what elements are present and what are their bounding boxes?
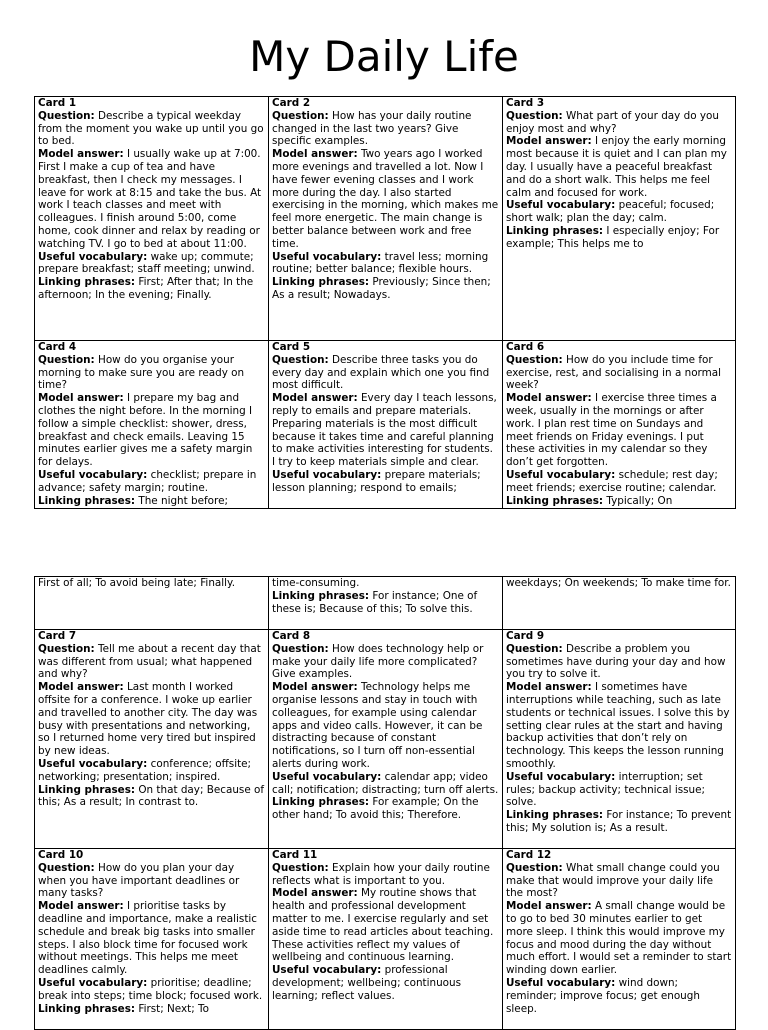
vocabulary-text: wind down; reminder; improve focus; get enough sleep. — [506, 976, 700, 1015]
table-row — [35, 849, 736, 1030]
question-text: How do you organise your morning to make sure you are ready on time? — [38, 353, 245, 392]
vocabulary-text: checklist; prepare in advance; safety margin; routine. — [38, 468, 257, 494]
linking-phrases-text: For instance; To prevent this; My solution is; As a result. — [506, 809, 732, 834]
cards-table-page-1 — [34, 96, 736, 509]
vocabulary-label: Useful vocabulary: — [272, 250, 382, 263]
cards-table-page-2 — [34, 576, 736, 1030]
card-cell — [503, 97, 736, 341]
model-answer-label: Model answer: — [506, 900, 592, 913]
question-label: Question: — [506, 109, 563, 122]
vocabulary-text-block — [506, 469, 732, 495]
question-label: Question: — [38, 642, 95, 655]
model-answer-text: Two years ago I worked more evenings and travelled a lot. Now I have fewer evening classes and I work more during the day. I also started exercising in the morning, which makes me feel more energetic. The main change is better balance between work and free time. — [272, 148, 499, 250]
model-answer-label: Model answer: — [272, 681, 358, 694]
linking-phrases-text-block — [38, 1003, 265, 1016]
model-answer-text: I prioritise tasks by deadline and importance, make a realistic schedule and break big tasks into smaller steps. I also block time for focused work without meetings. This helps me meet deadlines calmly. — [38, 900, 257, 977]
card-cell — [35, 630, 269, 849]
model-answer-label: Model answer: — [272, 887, 358, 900]
vocabulary-text-block — [506, 771, 732, 809]
card-heading: Card 5 — [272, 341, 311, 353]
card-heading: Card 11 — [272, 849, 318, 861]
model-answer-label: Model answer: — [506, 392, 592, 405]
linking-phrases-text: Typically; On — [606, 494, 673, 507]
table-row — [35, 97, 736, 341]
card-cell — [503, 577, 736, 630]
linking-phrases-text: On that day; Because of this; As a result; In contrast to. — [38, 783, 265, 809]
linking-phrases-text: Previously; Since then; As a result; Nowadays. — [272, 276, 491, 301]
vocabulary-text-block — [38, 758, 265, 784]
card-cell — [269, 577, 503, 630]
question-text-block — [506, 643, 732, 681]
question-text: Describe a typical weekday from the moment you wake up until you go to bed. — [38, 109, 264, 148]
linking-phrases-label: Linking phrases: — [38, 276, 136, 289]
question-text: Explain how your daily routine reflects what is important to you. — [272, 861, 490, 887]
question-text: Describe three tasks you do every day and explain which one you find most difficult. — [272, 353, 490, 392]
card-heading: Card 8 — [272, 630, 311, 642]
question-text: How has your daily routine changed in the last two years? Give specific examples. — [272, 109, 472, 148]
card-cell — [503, 849, 736, 1030]
card-cell — [35, 849, 269, 1030]
vocabulary-text-block — [272, 771, 499, 797]
question-label: Question: — [272, 861, 329, 874]
question-label: Question: — [506, 353, 563, 366]
vocabulary-text: professional development; wellbeing; continuous learning; reflect values. — [272, 964, 462, 1002]
linking-phrases-text-block — [272, 796, 499, 822]
question-text: How do you plan your day when you have important deadlines or many tasks? — [38, 861, 240, 900]
card-cell — [269, 341, 503, 509]
vocabulary-label: Useful vocabulary: — [506, 770, 616, 783]
model-answer-text: I sometimes have interruptions while teaching, such as late students or technical issues. I solve this by setting clear rules at the start and having backup activities that don’t rely on technology. This keeps the lesson running smoothly. — [506, 681, 730, 770]
vocabulary-text: conference; offsite; networking; presentation; inspired. — [38, 757, 252, 783]
vocabulary-text-block — [38, 469, 265, 495]
question-text: Describe a problem you sometimes have during your day and how you try to solve it. — [506, 642, 726, 681]
linking-phrases-label: Linking phrases: — [272, 589, 370, 602]
vocabulary-label: Useful vocabulary: — [506, 976, 616, 989]
card-heading: Card 7 — [38, 630, 77, 642]
vocabulary-text-block — [38, 977, 265, 1003]
question-label: Question: — [38, 109, 95, 122]
model-answer-text-block — [38, 900, 265, 977]
vocabulary-text: prioritise; deadline; break into steps; time block; focused work. — [38, 976, 263, 1002]
model-answer-text: Technology helps me organise lessons and stay in touch with colleagues, for example using calendar apps and video calls. However, it can be distracting because of constant notifications, so I turn off non-essential alerts during work. — [272, 681, 483, 770]
question-text-block — [38, 862, 265, 900]
card-cell — [269, 97, 503, 341]
question-text-block — [272, 110, 499, 148]
vocabulary-text-block — [272, 469, 499, 495]
question-label: Question: — [38, 861, 95, 874]
table-row — [35, 630, 736, 849]
model-answer-label: Model answer: — [38, 392, 124, 405]
card-cell — [503, 341, 736, 509]
vocabulary-text-block — [506, 977, 732, 1015]
linking-phrases-text-block — [506, 809, 732, 835]
vocabulary-text-block — [38, 251, 265, 277]
linking-phrases-label: Linking phrases: — [38, 494, 136, 507]
linking-phrases-label: Linking phrases: — [38, 783, 136, 796]
linking-phrases-text: The night before; — [138, 494, 228, 507]
question-text: How does technology help or make your daily life more complicated? Give examples. — [272, 642, 484, 681]
linking-phrases-text: I especially enjoy; For example; This helps me to — [506, 224, 720, 250]
model-answer-label: Model answer: — [272, 392, 358, 405]
question-text-block — [38, 643, 265, 681]
linking-phrases-text-block — [38, 495, 265, 508]
model-answer-text-block — [272, 148, 499, 250]
model-answer-text-block — [38, 681, 265, 758]
card-cell — [269, 630, 503, 849]
vocabulary-label: Useful vocabulary: — [38, 468, 148, 481]
vocabulary-label: Useful vocabulary: — [38, 976, 148, 989]
model-answer-text: I exercise three times a week, usually in the mornings or after work. I plan rest time on Sundays and meet friends on Friday evenings. I put these activities in my calendar so they don’t get forgotten. — [506, 392, 717, 469]
linking-phrases-label: Linking phrases: — [506, 809, 604, 822]
linking-phrases-text-block — [38, 276, 265, 302]
model-answer-label: Model answer: — [272, 148, 358, 161]
question-text: How do you include time for exercise, rest, and socialising in a normal week? — [506, 353, 722, 392]
vocabulary-text: travel less; morning routine; better balance; flexible hours. — [272, 250, 489, 276]
linking-phrases-text: For instance; One of these is; Because of this; To solve this. — [272, 589, 478, 615]
question-text-block — [272, 643, 499, 681]
linking-phrases-label: Linking phrases: — [506, 494, 604, 507]
vocabulary-text: wake up; commute; prepare breakfast; staff meeting; unwind. — [38, 250, 255, 276]
linking-phrases-text-block — [506, 225, 732, 251]
vocabulary-label: Useful vocabulary: — [38, 250, 148, 263]
vocabulary-text: schedule; rest day; meet friends; exercise routine; calendar. — [506, 468, 718, 494]
vocabulary-text: interruption; set rules; backup activity; technical issue; solve. — [506, 770, 706, 809]
question-label: Question: — [506, 861, 563, 874]
card-heading: Card 4 — [38, 341, 77, 353]
vocabulary-text-block — [272, 964, 499, 1002]
linking-phrases-label: Linking phrases: — [272, 796, 370, 809]
card-heading: Card 1 — [38, 97, 77, 109]
card-cell — [35, 97, 269, 341]
card-cell — [269, 849, 503, 1030]
question-text-block — [38, 110, 265, 148]
model-answer-text-block — [272, 681, 499, 771]
linking-phrases-text-block — [506, 495, 732, 508]
question-text: What part of your day do you enjoy most and why? — [506, 109, 719, 135]
linking-phrases-text-block — [272, 276, 499, 302]
model-answer-text: I enjoy the early morning most because it is quiet and I can plan my day. I usually have a peaceful breakfast and do a short walk. This helps me feel calm and focused for work. — [506, 135, 727, 199]
continued-text: First of all; To avoid being late; Finally. — [38, 577, 236, 589]
linking-phrases-label: Linking phrases: — [38, 1002, 136, 1015]
table-row — [35, 577, 736, 630]
card-heading: Card 9 — [506, 630, 545, 642]
linking-phrases-label: Linking phrases: — [506, 224, 604, 237]
card-cell — [503, 630, 736, 849]
vocabulary-text: peaceful; focused; short walk; plan the day; calm. — [506, 199, 715, 225]
card-cell — [35, 341, 269, 509]
linking-phrases-label: Linking phrases: — [272, 276, 370, 289]
question-label: Question: — [38, 353, 95, 366]
question-text-block — [272, 862, 499, 888]
card-heading: Card 3 — [506, 97, 545, 109]
question-text: What small change could you make that would improve your daily life the most? — [506, 861, 720, 900]
question-text: Tell me about a recent day that was different from usual; what happened and why? — [38, 642, 261, 681]
model-answer-label: Model answer: — [506, 681, 592, 694]
vocabulary-label: Useful vocabulary: — [272, 964, 382, 977]
vocabulary-text-block — [506, 199, 732, 225]
question-label: Question: — [272, 109, 329, 122]
model-answer-text: My routine shows that health and professional development matter to me. I exercise regularly and set aside time to read articles about teaching. These activities reflect my values of wellbeing and continuous learning. — [272, 887, 494, 964]
card-cell — [35, 577, 269, 630]
model-answer-text-block — [38, 148, 265, 250]
model-answer-text-block — [38, 392, 265, 469]
card-heading: Card 6 — [506, 341, 545, 353]
question-text-block — [506, 862, 732, 900]
question-text-block — [506, 110, 732, 136]
linking-phrases-text: For example; On the other hand; To avoid this; Therefore. — [272, 796, 479, 822]
vocabulary-label: Useful vocabulary: — [506, 199, 616, 212]
linking-phrases-text: First; Next; To — [138, 1002, 209, 1015]
continued-text: time-consuming. — [272, 577, 360, 589]
model-answer-text: Every day I teach lessons, reply to emails and prepare materials. Preparing materials is the most difficult because it takes time and careful planning to make activities interesting for students. I try to keep materials simple and clear. — [272, 392, 497, 469]
model-answer-text-block — [506, 392, 732, 469]
continued-text: weekdays; On weekends; To make time for. — [506, 577, 731, 589]
model-answer-label: Model answer: — [38, 900, 124, 913]
model-answer-text-block — [506, 135, 732, 199]
page-title: My Daily Life — [249, 32, 519, 81]
question-text-block — [506, 354, 732, 392]
model-answer-text-block — [272, 887, 499, 964]
model-answer-text: A small change would be to go to bed 30 minutes earlier to get more sleep. I think this would improve my focus and mood during the day without much effort. I would set a reminder to start winding down earlier. — [506, 900, 732, 977]
model-answer-label: Model answer: — [38, 148, 124, 161]
table-row — [35, 341, 736, 509]
model-answer-text-block — [272, 392, 499, 469]
vocabulary-text: prepare materials; lesson planning; respond to emails; — [272, 468, 481, 494]
question-label: Question: — [272, 353, 329, 366]
vocabulary-label: Useful vocabulary: — [272, 770, 382, 783]
vocabulary-text: calendar app; video call; notification; distracting; turn off alerts. — [272, 770, 499, 796]
model-answer-text: I prepare my bag and clothes the night before. In the morning I follow a simple checklist: shower, dress, breakfast and check emails. Leaving 15 minutes earlier gives me a safety margin for delays. — [38, 392, 253, 469]
model-answer-label: Model answer: — [38, 681, 124, 694]
vocabulary-label: Useful vocabulary: — [506, 468, 616, 481]
card-heading: Card 10 — [38, 849, 84, 861]
linking-phrases-text-block — [38, 784, 265, 810]
card-heading: Card 12 — [506, 849, 552, 861]
question-label: Question: — [506, 642, 563, 655]
linking-phrases-text: First; After that; In the afternoon; In the evening; Finally. — [38, 276, 254, 301]
question-text-block — [38, 354, 265, 392]
linking-phrases-text-block — [272, 590, 499, 616]
vocabulary-text-block — [272, 251, 499, 277]
vocabulary-label: Useful vocabulary: — [38, 757, 148, 770]
question-label: Question: — [272, 642, 329, 655]
model-answer-label: Model answer: — [506, 135, 592, 148]
model-answer-text-block — [506, 900, 732, 977]
model-answer-text: I usually wake up at 7:00. First I make a cup of tea and have breakfast, then I check my messages. I leave for work at 8:15 and take the bus. At work I teach classes and meet with colleagues. I finish around 5:00, come home, cook dinner and relax by reading or watching TV. I go to bed at about 11:00. — [38, 148, 262, 250]
model-answer-text-block — [506, 681, 732, 771]
card-heading: Card 2 — [272, 97, 311, 109]
model-answer-text: Last month I worked offsite for a conference. I woke up earlier and travelled to another city. The day was busy with presentations and networking, so I returned home very tired but inspired by new ideas. — [38, 681, 258, 758]
vocabulary-label: Useful vocabulary: — [272, 468, 382, 481]
question-text-block — [272, 354, 499, 392]
